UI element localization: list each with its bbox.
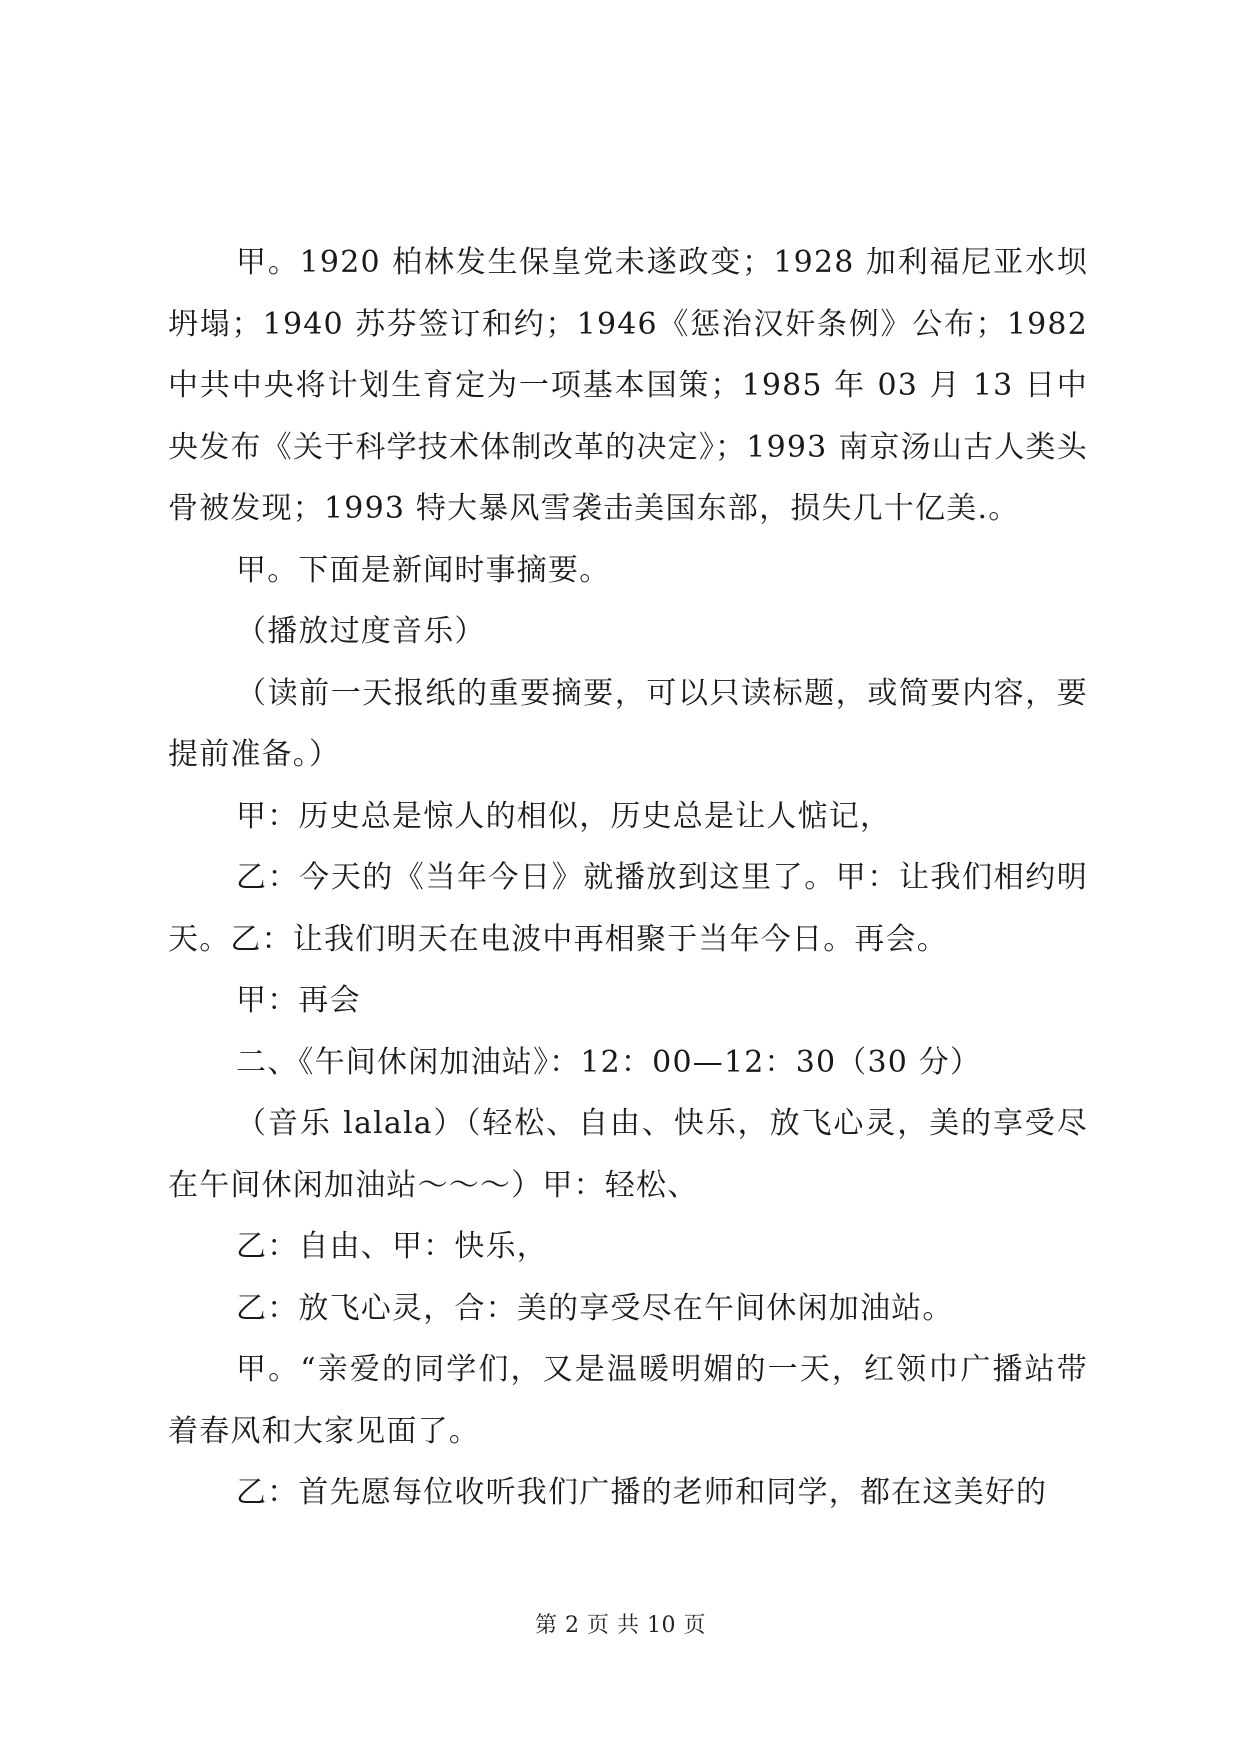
- paragraph: 甲：再会: [236, 983, 361, 1018]
- paragraph: （读前一天报纸的重要摘要，可以只读标题，或简要内容，要提前准备。）: [168, 675, 1088, 772]
- paragraph: （音乐 lalala）（轻松、自由、快乐，放飞心灵，美的享受尽在午间休闲加油站～～～）甲：轻松、: [168, 1106, 1088, 1203]
- paragraph: 甲。下面是新闻时事摘要。: [236, 552, 611, 588]
- paragraph: 乙：首先愿每位收听我们广播的老师和同学，都在这美好的: [236, 1475, 1048, 1510]
- paragraph: 乙：自由、甲：快乐，: [236, 1229, 548, 1264]
- paragraph: 甲。“亲爱的同学们，又是温暖明媚的一天，红领巾广播站带着春风和大家见面了。: [168, 1352, 1088, 1449]
- paragraph: 甲。1920 柏林发生保皇党未遂政变；1928 加利福尼亚水坝坍塌；1940 苏芬签订和约；1946《惩治汉奸条例》公布；1982 中共中央将计划生育定为一项基本国策；1985 年 03 月 13 日中央发布《关于科学技术体制改革的决定》；1993 南京汤山古人类头骨被发现；1993 特大暴风雪袭击美国东部，损失几十亿美.。: [168, 245, 1088, 526]
- paragraph: 二、《午间休闲加油站》：12：00—12：30（30 分）: [236, 1044, 982, 1080]
- page-footer: [0, 1608, 1241, 1639]
- paragraph: （播放过度音乐）: [236, 614, 486, 649]
- paragraph: 乙：今天的《当年今日》就播放到这里了。甲：让我们相约明天。乙：让我们明天在电波中再相聚于当年今日。再会。: [168, 860, 1088, 957]
- paragraph: 乙：放飞心灵，合：美的享受尽在午间休闲加油站。: [236, 1290, 954, 1326]
- paragraph: 甲：历史总是惊人的相似，历史总是让人惦记，: [236, 798, 892, 834]
- document-body: [168, 232, 1088, 1524]
- page-number-label: 第 2 页 共 10 页: [535, 1613, 706, 1638]
